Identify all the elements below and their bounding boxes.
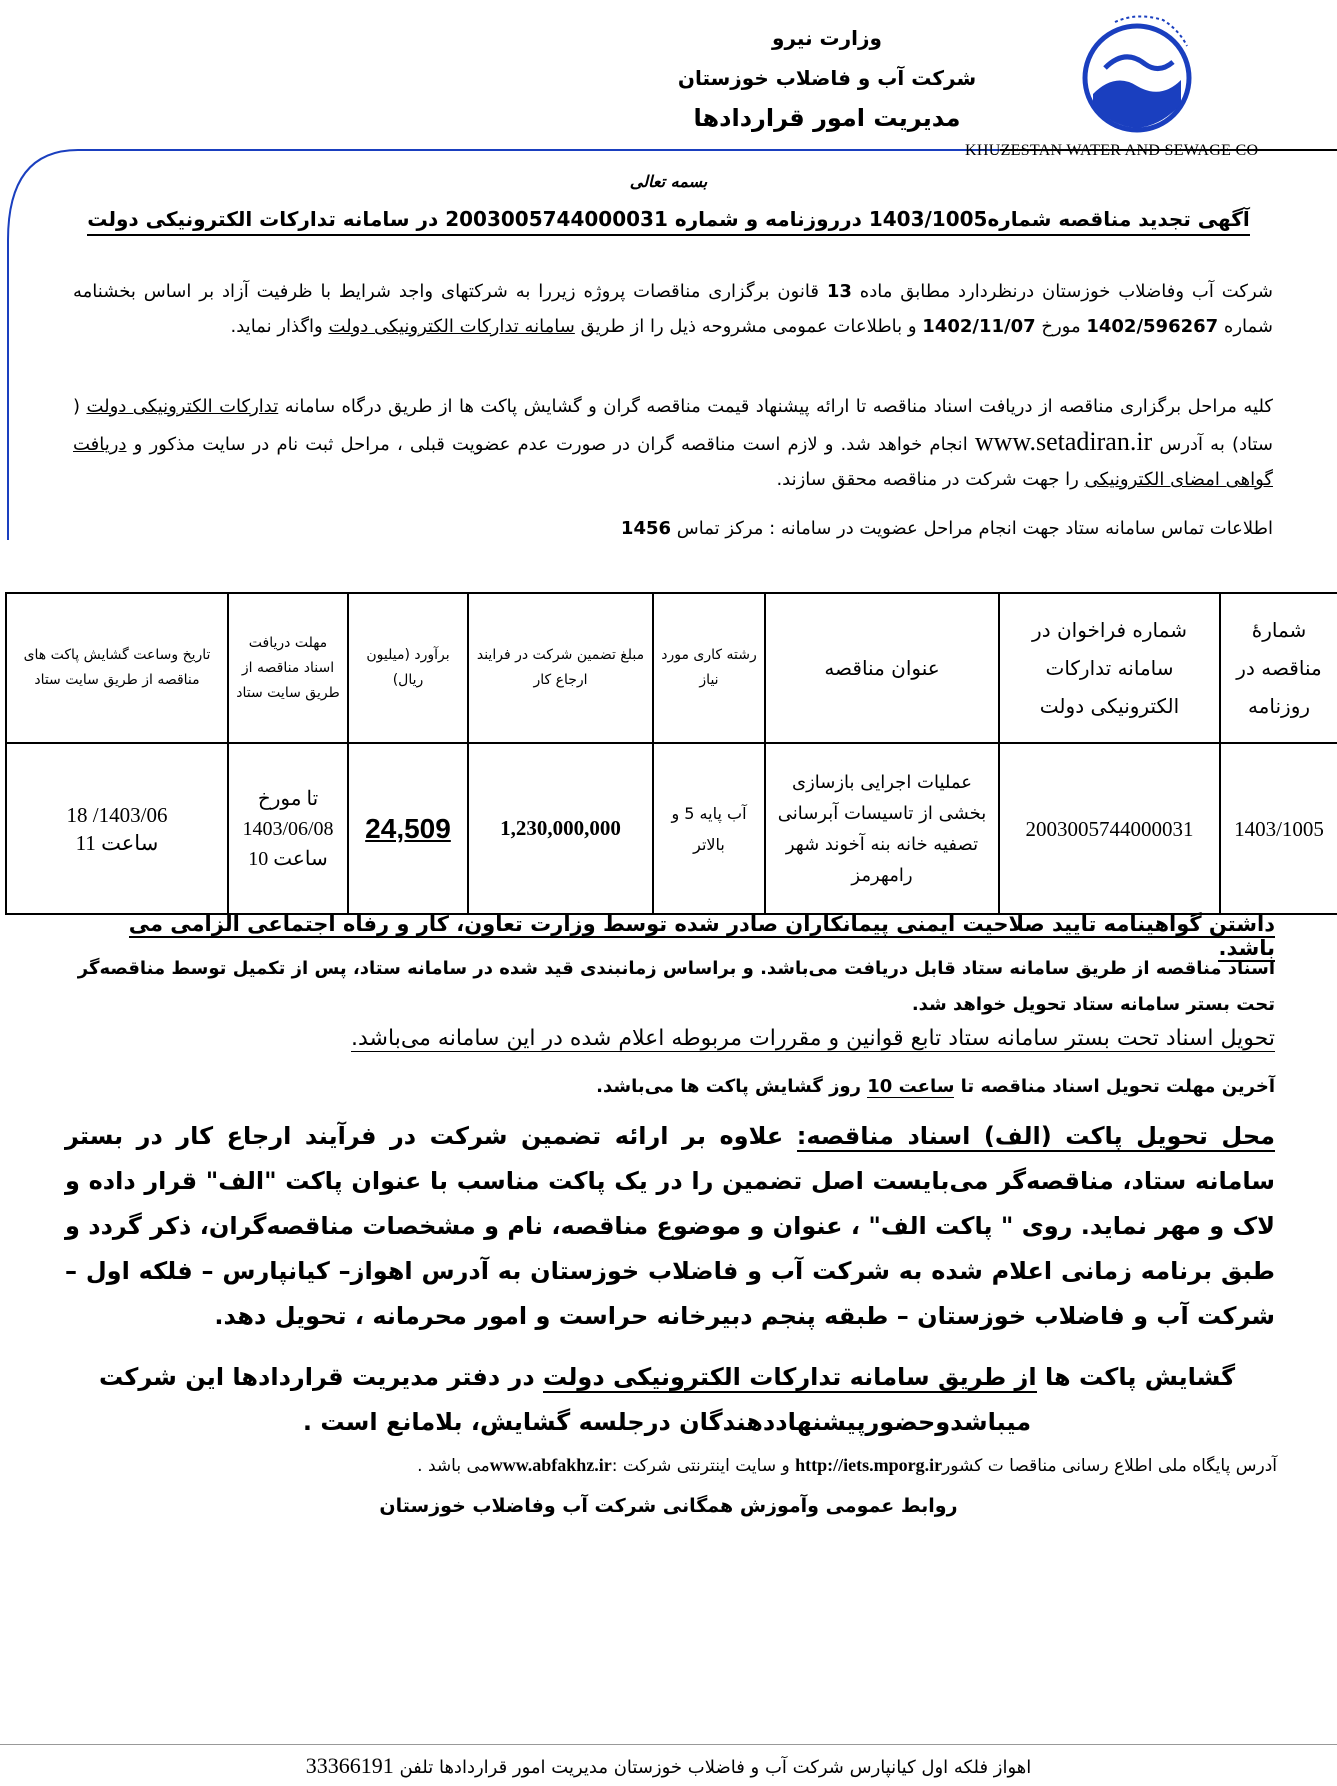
header-newspaper-number: شمارهٔ مناقصه در روزنامه [1220,593,1337,743]
note-opening-text-1: گشایش پاکت ها [1036,1363,1236,1391]
header-field: رشته کاری مورد نیاز [653,593,765,743]
public-relations-signature: روابط عمومی وآموزش همگانی شرکت آب وفاضلاب خوزستان [379,1495,958,1517]
department-name: مدیریت امور قراردادها [693,104,961,132]
company-logo-icon [1075,8,1195,148]
procedure-text-3: انجام خواهد شد. و لازم است مناقصه گران در صورت عدم عضویت قبلی ، مراحل ثبت نام در سایت مذکور و [126,434,975,455]
address-text-1: آدرس پایگاه ملی اطلاع رسانی مناقصا ت کشور [942,1456,1277,1476]
intro-text-5: واگذار نماید. [230,316,329,337]
header-guarantee: مبلغ تضمین شرکت در فرایند ارجاع کار [468,593,653,743]
note-envelope-delivery [65,1114,1275,1339]
cell-guarantee: 1,230,000,000 [468,743,653,914]
tender-title [0,207,1337,231]
cell-field: آب پایه 5 و بالاتر [653,743,765,914]
basmala: بسمه تعالی [629,172,708,191]
intro-paragraph [73,274,1273,344]
company-site-link[interactable]: www.abfakhz.ir [489,1455,612,1475]
estimate-value: 24,509 [365,812,451,844]
cell-newspaper-number: 1403/1005 [1220,743,1337,914]
intro-circular-date: 1402/11/07 [922,316,1036,337]
logo-caption: KHUZESTAN WATER AND SEWAGE CO [965,142,1259,159]
cell-deadline: تا مورخ 1403/06/08 ساعت 10 [228,743,348,914]
header-estimate: برآورد (میلیون ریال) [348,593,468,743]
header-subject: عنوان مناقصه [765,593,999,743]
note-deadline-time: ساعت 10 [867,1076,955,1097]
note-deadline [65,1076,1275,1097]
note-documents-setad: اسناد مناقصه از طریق سامانه ستاد قابل دریافت می‌باشد. و براساس زمانبندی قید شده در سامانه ستاد، پس از تکمیل توسط مناقصه‌گر تحت بستر سامانه ستاد تحویل خواهد شد. [77,958,1275,1015]
note-opening-system: از طریق سامانه تدارکات الکترونیکی دولت [543,1363,1037,1391]
cell-opening [6,743,228,914]
note-opening-text-2: در دفتر مدیریت قراردادها این شرکت میباشدوحضورپیشنهاددهندگان درجلسه گشایش، بلامانع است . [98,1363,1032,1436]
address-line [67,1455,1277,1476]
note-delivery-rules [65,1026,1275,1051]
header-setad-number: شماره فراخوان در سامانه تدارکات الکترونیکی دولت [999,593,1220,743]
procedure-system-name: تدارکات الکترونیکی دولت [86,396,279,417]
opening-time: ساعت 11 [75,830,159,855]
contact-line [73,518,1273,539]
procedure-paragraph [73,389,1273,497]
intro-text-4: و باطلاعات عمومی مشروحه ذیل را از طریق [574,316,923,337]
footer-address: اهواز فلکه اول کیانپارس شرکت آب و فاضلاب خوزستان مدیریت امور قراردادها تلفن [393,1757,1032,1778]
table-header-row [6,593,1337,743]
contact-text: اطلاعات تماس سامانه ستاد جهت انجام مراحل عضویت در سامانه : مرکز تماس [671,518,1273,539]
address-text-2: و سایت اینترنتی شرکت : [611,1456,796,1476]
intro-article-number: 13 [826,281,852,302]
contact-number: 1456 [620,518,672,539]
intro-circular-number: 1402/596267 [1086,316,1219,337]
intro-text-2: قانون برگزاری مناقصات پروژه زیررا به شرکتهای واجد شرایط با ظرفیت آزاد بر اساس بخشنامه شماره [73,281,1273,337]
setad-url-link[interactable]: www.setadiran.ir [974,427,1153,456]
header-deadline: مهلت دریافت اسناد مناقصه از طریق سایت ستاد [228,593,348,743]
note-deadline-text-1: آخرین مهلت تحویل اسناد مناقصه تا [954,1076,1275,1097]
tender-table [5,592,1337,915]
iets-url-link[interactable]: http://iets.mporg.ir [795,1455,943,1475]
address-text-3: می باشد . [417,1456,490,1476]
note-deadline-text-2: روز گشایش پاکت ها می‌باشد. [596,1076,868,1097]
ministry-name: وزارت نیرو [772,26,882,50]
cell-subject: عملیات اجرایی بازسازی بخشی از تاسیسات آبرسانی تصفیه خانه بنه آخوند شهر رامهرمز [765,743,999,914]
note-envelope-text: علاوه بر ارائه تضمین شرکت در فرآیند ارجاع کار در بستر سامانه ستاد، مناقصه‌گر می‌بایست اصل تضمین را در یک پاکت مناسب با عنوان پاکت "الف" قرار داده و لاک و مهر نماید. روی " پاکت الف" ، عنوان و موضوع مناقصه، نام و مشخصات مناقصه‌گران، ذکر گردد و طبق برنامه زمانی اعلام شده به شرکت آب و فاضلاب خوزستان به آدرس اهواز– کیانپارس – فلکه اول – شرکت آب و فاضلاب خوزستان – طبقه پنجم دبیرخانه حراست و امور محرمانه ، تحویل دهد. [65,1122,1275,1330]
footer-phone: 33366191 [305,1753,394,1778]
procedure-text-1: کلیه مراحل برگزاری مناقصه از دریافت اسناد مناقصه تا ارائه پیشنهاد قیمت مناقصه گران و گشایش پاکت ها از طریق درگاه سامانه [278,396,1273,417]
tender-title-text: آگهی تجدید مناقصه شماره1403/1005 درروزنامه و شماره 2003005744000031 در سامانه تدارکات الکترونیکی دولت [87,207,1249,236]
company-name: شرکت آب و فاضلاب خوزستان [677,66,977,90]
procedure-text-4: را جهت شرکت در مناقصه محقق سازند. [776,469,1085,490]
cell-estimate [348,743,468,914]
table-row [6,743,1337,914]
note-safety-certificate-text: داشتن گواهینامه تایید صلاحیت ایمنی پیمانکاران صادر شده توسط وزارت تعاون، کار و رفاه اجتماعی الزامی می باشد. [128,912,1275,960]
header-opening: تاریخ وساعت گشایش پاکت های مناقصه از طریق سایت ستاد [6,593,228,743]
note-delivery-rules-text: تحویل اسناد تحت بستر سامانه ستاد تابع قوانین و مقررات مربوطه اعلام شده در این سامانه می‌باشد. [351,1026,1275,1051]
intro-text-3: مورخ [1035,316,1087,337]
note-opening [77,1355,1257,1445]
cell-setad-number: 2003005744000031 [999,743,1220,914]
intro-text-1: شرکت آب وفاضلاب خوزستان درنظردارد مطابق ماده [851,281,1273,302]
footer [0,1744,1337,1779]
procedure-text-2: ( ستاد) به آدرس [73,396,1274,455]
note-envelope-label: محل تحویل پاکت (الف) اسناد مناقصه: [796,1122,1275,1150]
procedure-certificate: دریافت گواهی امضای الکترونیکی [73,434,1273,490]
intro-system-name: سامانه تدارکات الکترونیکی دولت [328,316,575,337]
opening-date: 1403/06/ 18 [66,802,168,827]
